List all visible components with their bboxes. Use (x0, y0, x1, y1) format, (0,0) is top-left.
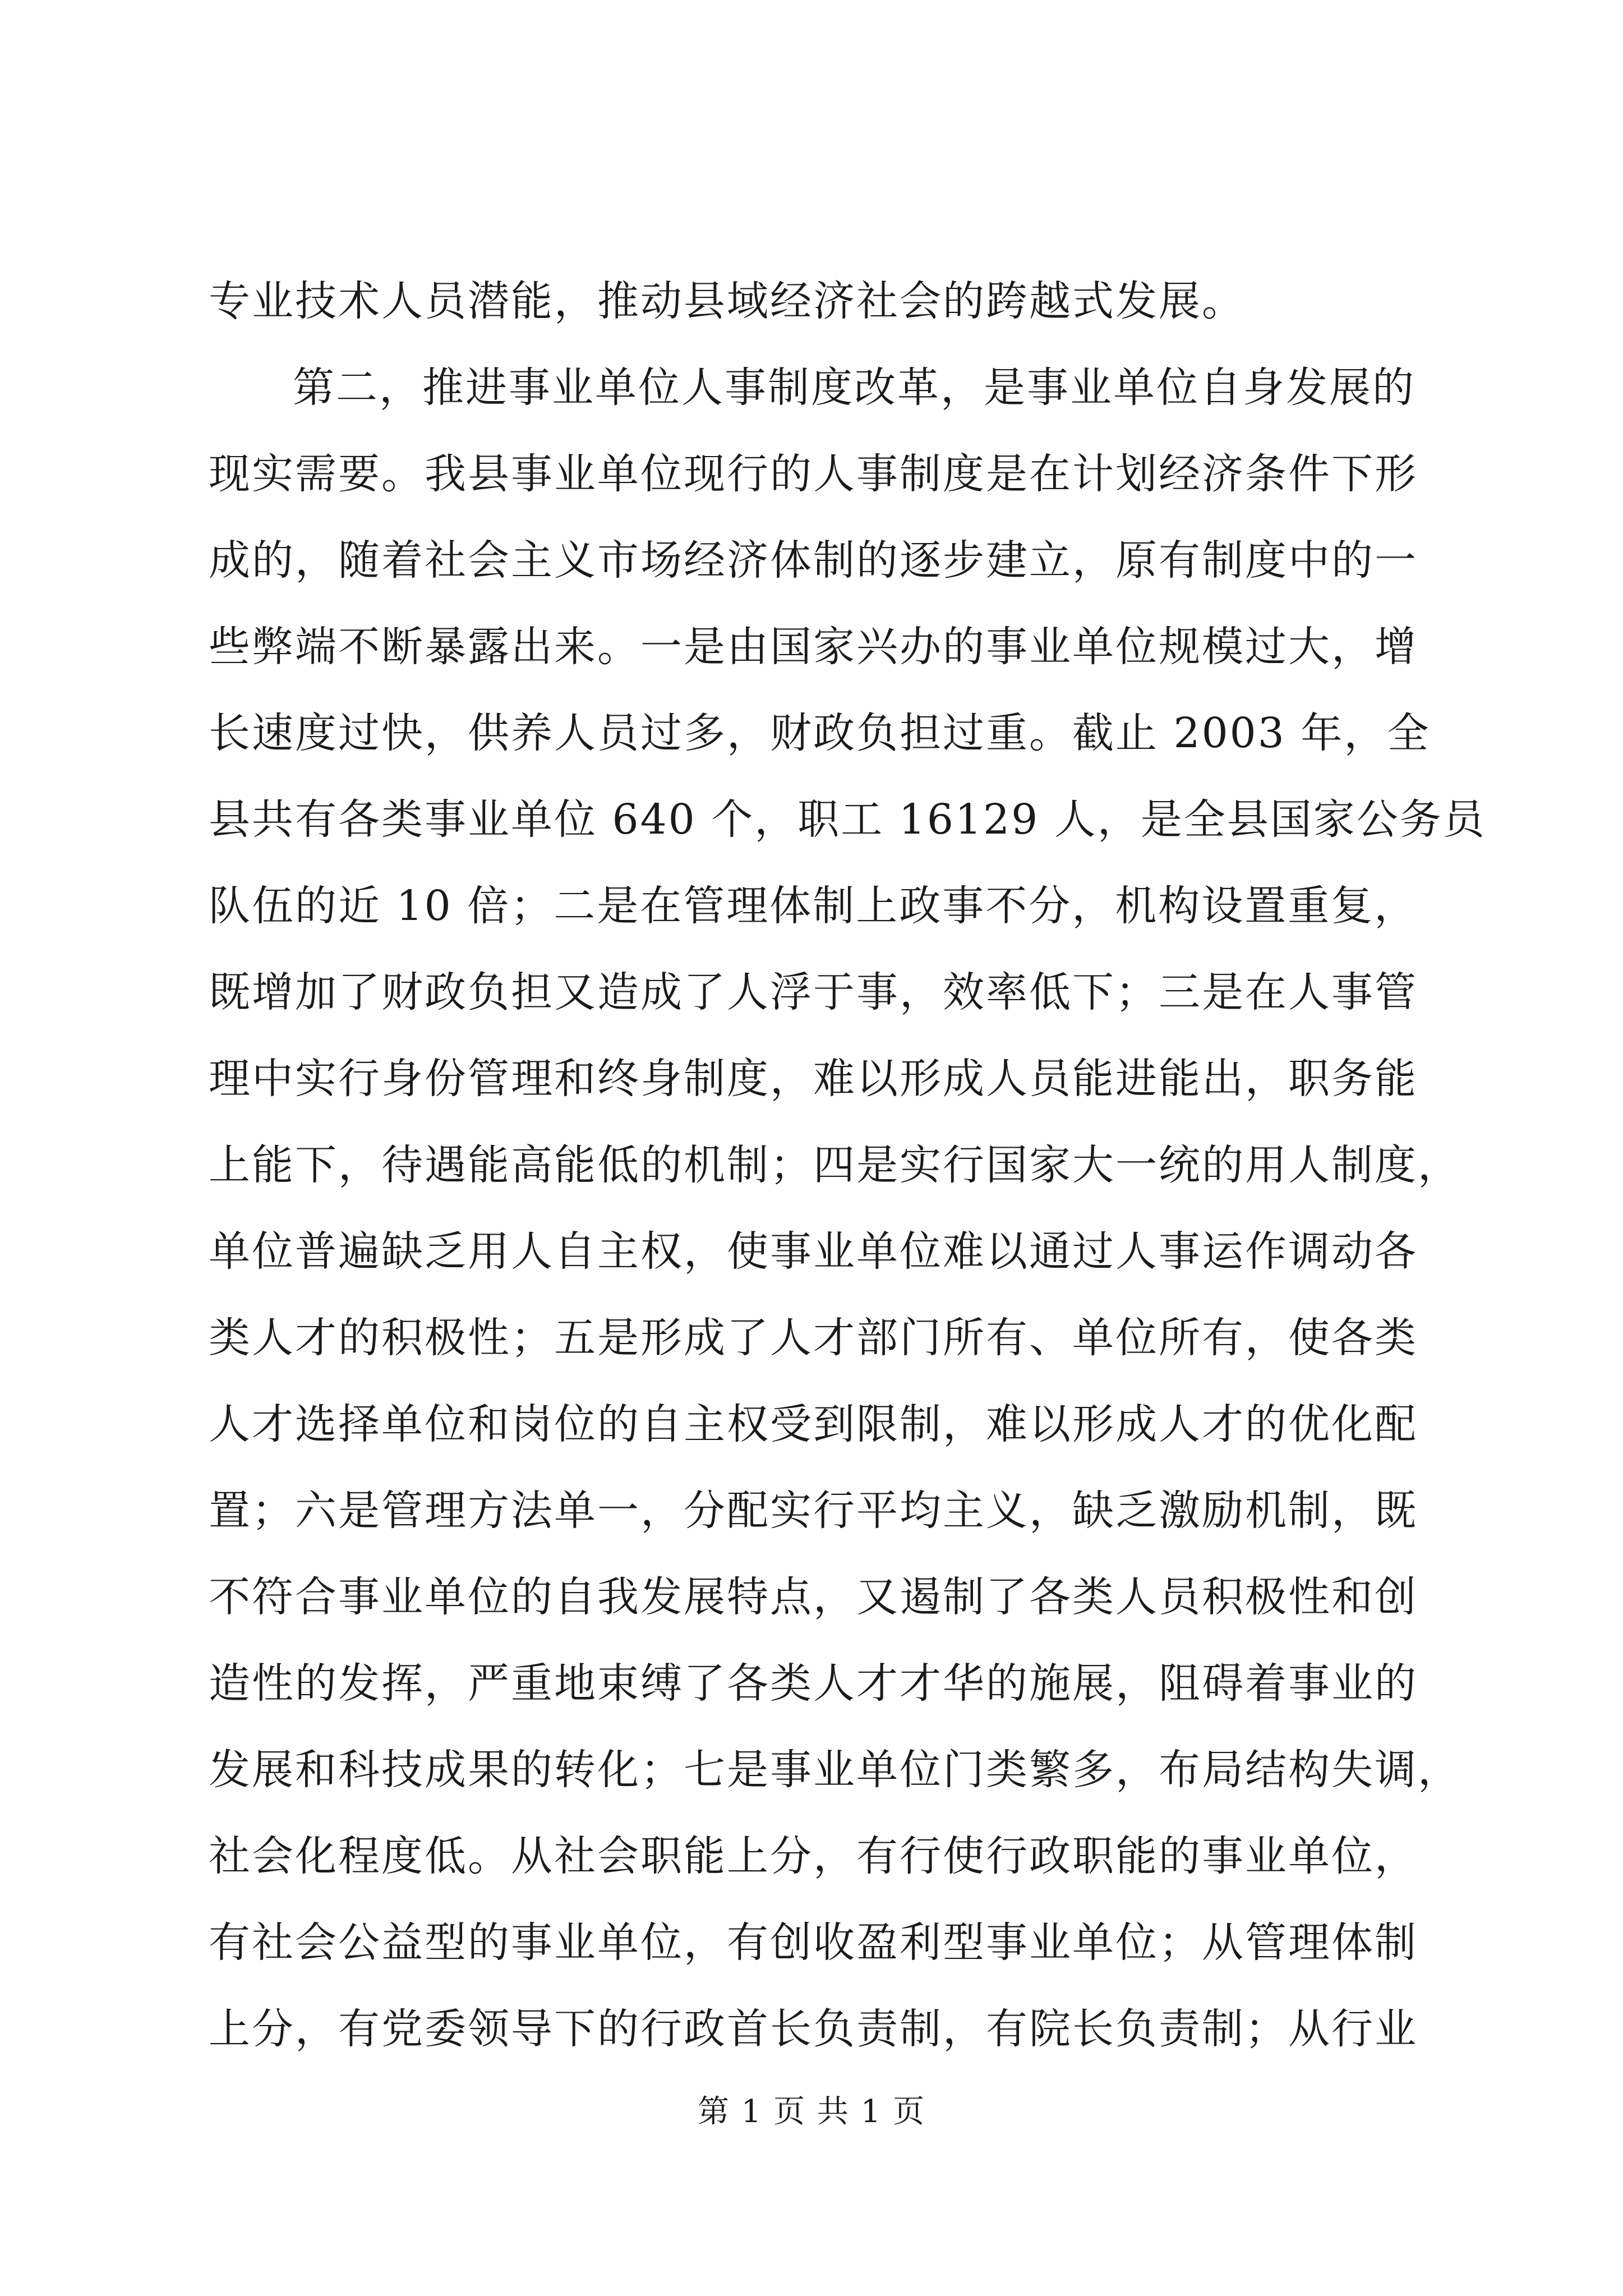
paragraph-start-line: 第二，推进事业单位人事制度改革，是事业单位自身发展的 (293, 364, 1415, 412)
text-line: 有社会公益型的事业单位，有创收盈利型事业单位；从管理体制 (209, 1918, 1418, 1967)
text-line: 现实需要。我县事业单位现行的人事制度是在计划经济条件下形 (209, 450, 1418, 498)
text-line: 上分，有党委领导下的行政首长负责制，有院长负责制；从行业 (209, 2005, 1418, 2053)
text-line: 县共有各类事业单位 640 个，职工 16129 人，是全县国家公务员 (209, 795, 1486, 844)
text-line: 社会化程度低。从社会职能上分，有行使行政职能的事业单位， (209, 1832, 1418, 1880)
text-line: 些弊端不断暴露出来。一是由国家兴办的事业单位规模过大，增 (209, 623, 1418, 671)
text-line: 上能下，待遇能高能低的机制；四是实行国家大一统的用人制度， (209, 1141, 1461, 1189)
text-line: 类人才的积极性；五是形成了人才部门所有、单位所有，使各类 (209, 1314, 1418, 1362)
text-line: 造性的发挥，严重地束缚了各类人才才华的施展，阻碍着事业的 (209, 1659, 1418, 1708)
document-body (209, 258, 1486, 2072)
text-line: 单位普遍缺乏用人自主权，使事业单位难以通过人事运作调动各 (209, 1227, 1418, 1276)
text-line: 既增加了财政负担又造成了人浮于事，效率低下；三是在人事管 (209, 968, 1418, 1016)
text-line: 理中实行身份管理和终身制度，难以形成人员能进能出，职务能 (209, 1055, 1418, 1103)
text-line: 长速度过快，供养人员过多，财政负担过重。截止 2003 年，全 (209, 709, 1431, 757)
text-line: 队伍的近 10 倍；二是在管理体制上政事不分，机构设置重复， (209, 882, 1418, 930)
text-line: 成的，随着社会主义市场经济体制的逐步建立，原有制度中的一 (209, 536, 1418, 585)
page-number-footer: 第 1 页 共 1 页 (697, 2093, 926, 2130)
text-line: 置；六是管理方法单一，分配实行平均主义，缺乏激励机制，既 (209, 1487, 1418, 1535)
text-line: 发展和科技成果的转化；七是事业单位门类繁多，布局结构失调， (209, 1746, 1461, 1794)
text-line: 不符合事业单位的自我发展特点，又遏制了各类人员积极性和创 (209, 1573, 1418, 1621)
text-line: 专业技术人员潜能，推动县域经济社会的跨越式发展。 (209, 277, 1245, 325)
text-line: 人才选择单位和岗位的自主权受到限制，难以形成人才的优化配 (209, 1400, 1418, 1448)
